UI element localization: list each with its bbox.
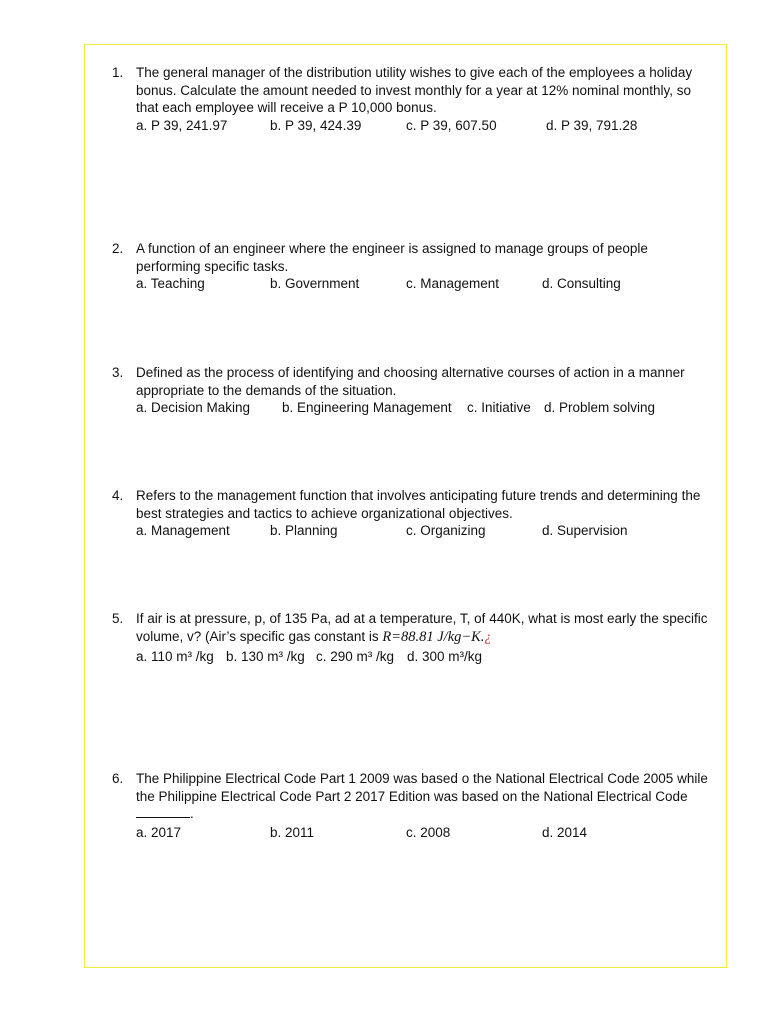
question-line: appropriate to the demands of the situation. [136,382,397,398]
choice-b: b. Engineering Management [282,400,452,415]
question-text [136,240,726,275]
choice-b: b. P 39, 424.39 [270,118,362,133]
choice-d: d. 300 m³/kg [407,649,483,664]
choice-d: d. Supervision [542,523,628,538]
question-number: 2. [112,241,124,256]
question-line: The Philippine Electrical Code Part 1 2009 was based o the National Electrical Code 2005 while [136,771,708,786]
choice-b: b. Government [270,276,360,291]
choice-d: d. 2014 [542,825,588,840]
choice-c: c. Initiative [467,400,531,415]
question-line: The general manager of the distribution utility wishes to give each of the employees a holiday [136,65,693,80]
question-line: that each employee will receive a P 10,000 bonus. [136,100,437,115]
choices [136,522,736,540]
choices [136,824,736,842]
choice-b: b. Planning [270,523,338,538]
choice-b: b. 2011 [270,825,315,840]
formula-error-glyph: ¿ [484,628,492,644]
choice-b: b. 130 m³ /kg [226,649,305,664]
question-line-with-formula [136,628,726,647]
question-line: A function of an engineer where the engineer is assigned to manage groups of people [136,241,648,256]
question-text [136,487,726,522]
question-line: Refers to the management function that involves anticipating future trends and determining the [136,488,701,503]
answer-blank [136,805,190,818]
choice-c: c. Management [406,276,500,291]
question-line: bonus. Calculate the amount needed to invest monthly for a year at 12% nominal monthly, so [136,82,692,98]
question-number: 3. [112,365,124,380]
choice-d: d. Problem solving [544,400,656,415]
choice-c: c. 2008 [406,825,451,840]
choice-d: d. P 39, 791.28 [546,118,638,133]
choices [136,399,736,417]
choice-c: c. P 39, 607.50 [406,118,497,133]
question-text [136,610,726,646]
question-line: the Philippine Electrical Code Part 2 2017 Edition was based on the National Electrical Code [136,788,688,804]
question-line: If air is at pressure, p, of 135 Pa, ad at a temperature, T, of 440K, what is most early the specific [136,611,708,626]
question-line: best strategies and tactics to achieve organizational objectives. [136,505,513,521]
question-number: 4. [112,488,124,503]
choices [136,275,736,293]
choice-a: a. 110 m³ /kg [136,649,214,664]
choice-a: a. 2017 [136,825,182,840]
question-text [136,770,726,819]
question-line: performing specific tasks. [136,258,289,274]
question-line: Defined as the process of identifying and choosing alternative courses of action in a manner [136,365,685,380]
choices [136,117,736,135]
question-text [136,64,726,117]
choice-a: a. Decision Making [136,400,251,415]
choice-a: a. P 39, 241.97 [136,118,228,133]
choices [136,648,736,666]
choice-a: a. Teaching [136,276,205,291]
question-text [136,364,726,399]
question-number: 1. [112,65,124,80]
choice-c: c. Organizing [406,523,486,538]
choice-d: d. Consulting [542,276,621,291]
blank-tail: . [190,806,194,821]
answer-blank-line [136,805,726,819]
question-number: 5. [112,611,124,626]
question-line: volume, v? (Air’s specific gas constant is [136,628,383,644]
gas-constant-formula: R=88.81 J/kg−K. [382,628,485,645]
question-number: 6. [112,771,124,786]
choice-c: c. 290 m³ /kg [316,649,395,664]
choice-a: a. Management [136,523,230,538]
